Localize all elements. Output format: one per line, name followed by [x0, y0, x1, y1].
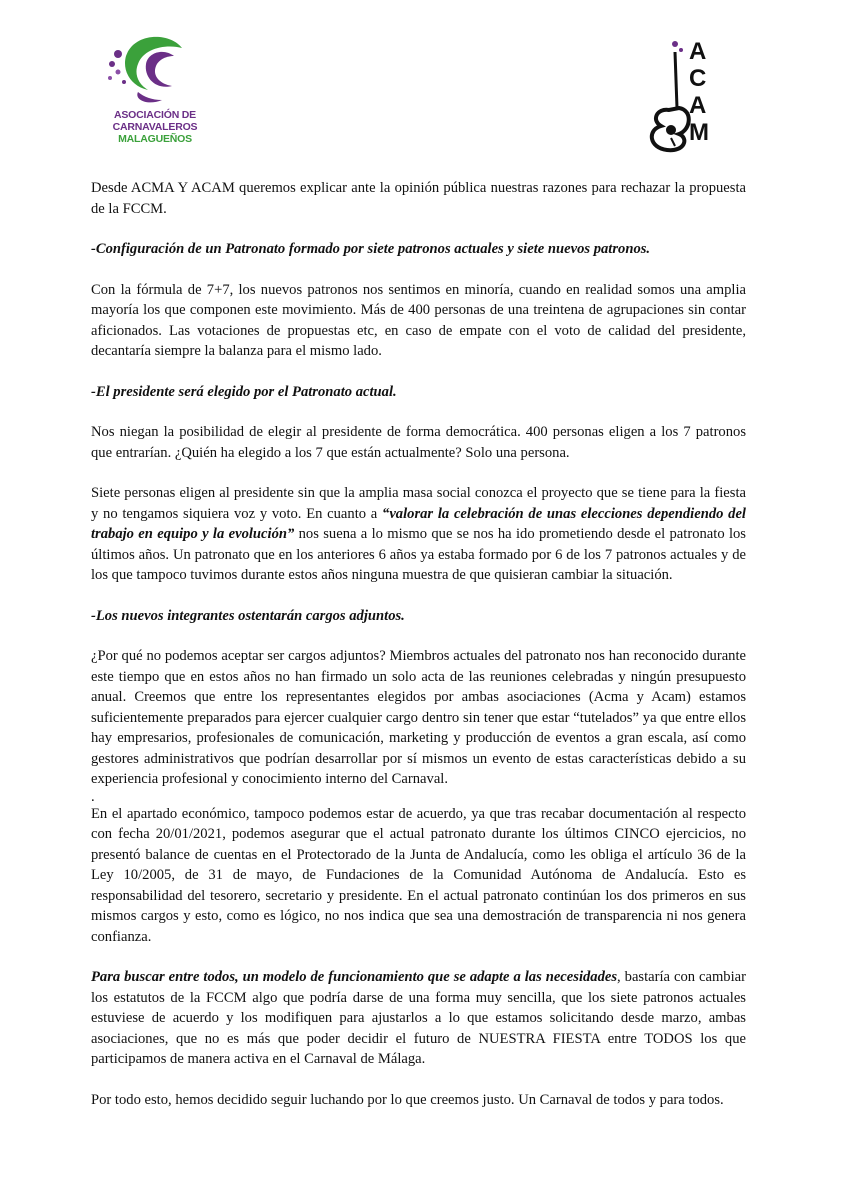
paragraph-modelo-rest: , bastaría con cambiar los estatutos de la FCCM algo que podría darse de una forma muy sencilla, que los siete patronos actuales estuviese de acuerdo y los modifiquen para ajustarlos a lo que estamos solicitando desde marzo, ambas asociaciones, que no es más que poder decidir el futuro de NUESTRA FIESTA entre TODOS los que participamos de manera activa en el Carnaval de Málaga.: [91, 969, 746, 1067]
acam-letter-3: A: [689, 92, 707, 119]
guitar-pen-icon: [645, 38, 693, 153]
paragraph-democratica: Nos niegan la posibilidad de elegir al presidente de forma democrática. 400 personas eligen a los 7 patronos que entrarían. ¿Quién ha elegido a los 7 que están actualmente? Solo una persona.: [91, 424, 746, 461]
paragraph-modelo: [91, 967, 746, 1070]
acma-logo: [100, 34, 210, 154]
acam-letter-2: C: [689, 65, 707, 92]
paragraph-modelo-bold: Para buscar entre todos, un modelo de funcionamiento que se adapte a las necesidades: [91, 969, 618, 985]
acma-logo-line1: ASOCIACIÓN DE: [114, 109, 196, 121]
quote-valorar-elecciones: “valorar la celebración de unas elecciones dependiendo del trabajo en equipo y la evolución”: [91, 505, 746, 542]
acma-logo-line3: MALAGUEÑOS: [118, 133, 192, 145]
section-heading-patronato: -Configuración de un Patronato formado por siete patronos actuales y siete nuevos patronos.: [91, 241, 651, 257]
acma-emblem-icon: [104, 34, 204, 106]
paragraph-cargos-adjuntos: ¿Por qué no podemos aceptar ser cargos adjuntos? Miembros actuales del patronato nos han reconocido durante este tiempo que en estos años no han firmado un solo acta de las reuniones celebradas y ningún presupuesto anual. Creemos que entre los representantes elegidos por ambas asociaciones (Acma y Acam) estamos suficientemente preparados para ejercer cualquier cargo dentro sin tener que estar “tutelados” ya que entre ellos hay empresarios, profesionales de comunicación, marketing y producción de eventos a gran escala, así como gestores administrativos que podrían desarrollar por sí mismos un evento de estas características debido a su experiencia profesional y conocimiento interno del Carnaval.: [91, 648, 746, 787]
paragraph-siete-personas-a: Siete personas eligen al presidente sin que la amplia masa social conozca el proyecto que se tiene para la fiesta y no tengamos siquiera voz y voto. En cuanto a: [91, 485, 746, 522]
intro-paragraph: Desde ACMA Y ACAM queremos explicar ante la opinión pública nuestras razones para rechazar la propuesta de la FCCM.: [91, 180, 746, 217]
paragraph-minoria: Con la fórmula de 7+7, los nuevos patronos nos sentimos en minoría, cuando en realidad somos una amplia mayoría los que componen este movimiento. Más de 400 personas de una treintena de agrupaciones sin contar aficionados. Las votaciones de propuestas etc, en caso de empate con el voto de calidad del presidente, decantaría siempre la balanza para el mismo lado.: [91, 281, 746, 359]
closing-paragraph: Por todo esto, hemos decidido seguir luchando por lo que creemos justo. Un Carnaval de todos y para todos.: [91, 1091, 724, 1108]
acam-letter-1: A: [689, 38, 707, 65]
acam-logo: [645, 38, 725, 153]
document-body: [91, 178, 746, 1130]
section-heading-cargos-adjuntos: -Los nuevos integrantes ostentarán cargos adjuntos.: [91, 607, 405, 624]
acma-logo-line2: CARNAVALEROS: [112, 121, 198, 133]
paragraph-economico: En el apartado económico, tampoco podemos estar de acuerdo, ya que tras recabar documentación al respecto con fecha 20/01/2021, podemos asegurar que el actual patronato durante los últimos CINCO ejercicios, no presentó balance de cuentas en el Protectorado de la Junta de Andalucía, como les obliga el artículo 36 de la Ley 10/2005, de 31 de mayo, de Fundaciones de la Comunidad Autónoma de Andalucía. Esto es responsabilidad del tesorero, secretario y presidente. En el actual patronato continúan los dos primeros en sus mismos cargos y esto, como es lógico, no nos indica que sea una demostración de transparencia ni nos genera confianza.: [91, 805, 746, 945]
paragraph-siete-personas: [91, 483, 746, 586]
section-heading-presidente: -El presidente será elegido por el Patronato actual.: [91, 383, 397, 400]
paragraph-siete-personas-b: nos suena a lo mismo que se nos ha ido prometiendo desde el patronato los últimos años. Un patronato que en los anteriores 6 años ya estaba formado por 6 de los 7 patronos actuales y de los que tampoco tuvimos durante estos años ninguna muestra de que quisieran cambiar la situación.: [91, 526, 746, 583]
stray-dot: .: [91, 788, 95, 805]
acam-letter-4: M: [689, 119, 709, 146]
